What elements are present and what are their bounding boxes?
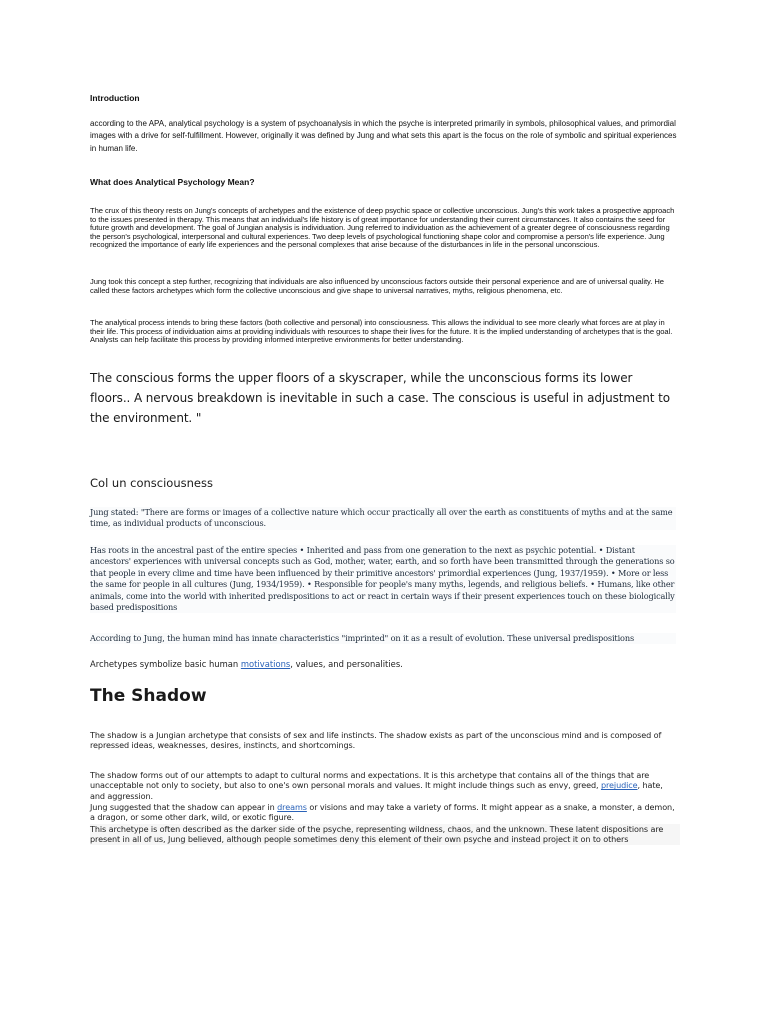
shadow-paragraph-3 [90,802,680,823]
shadow-paragraph-1: The shadow is a Jungian archetype that consists of sex and life instincts. The shadow exists as part of the unconscious mind and is composed of repressed ideas, weaknesses, desires, instincts, and shortcomings. [90,730,662,751]
shadow-paragraph-2-before: The shadow forms out of our attempts to adapt to cultural norms and expectations. It is this archetype that contains all of the things that are unacceptable not only to society, but also to one's own personal morals and values. It might include things such as envy, greed, [90,770,650,791]
archetypes-text-before: Archetypes symbolize basic human [90,659,241,669]
meaning-paragraph-3: The analytical process intends to bring these factors (both collective and personal) into consciousness. This allows the individual to see more clearly what forces are at play in their life. This process of individuation aims at providing individuals with resources to shape their lives for the future. It is the implied understanding of archetypes that is the goal. Analysts can help facilitate this process by providing informed interpretive environments for better understanding. [90,318,673,345]
archetypes-sentence [90,659,680,670]
intro-paragraph: according to the APA, analytical psychology is a system of psychoanalysis in which the psyche is interpreted primarily in symbols, philosophical values, and primordial images with a drive for self-fulfillment. However, originally it was defined by Jung and what sets this apart is the focus on the role of symbolic and spiritual experiences in human life. [90,119,677,153]
skyscraper-quote: The conscious forms the upper floors of a skyscraper, while the unconscious forms its lower floors.. A nervous breakdown is inevitable in such a case. The conscious is useful in adjustment to the environment. " [90,371,670,425]
shadow-heading: The Shadow [90,686,207,706]
shadow-paragraph-3-after: or visions and may take a variety of forms. It might appear as a snake, a monster, a demon, a dragon, or some other dark, wild, or exotic figure. [90,802,675,823]
meaning-paragraph-2: Jung took this concept a step further, recognizing that individuals are also influenced by unconscious factors outside their personal experience and are of universal quality. He called these factors archetypes which form the collective unconscious and give shape to universal narratives, myths, religious phenomena, etc. [90,277,664,295]
motivations-link[interactable]: motivations [240,659,291,669]
collective-paragraph-1: Jung stated: "There are forms or images of a collective nature which occur practically all over the earth as constituents of myths and at the same time, as individual products of unconscious. [90,507,676,530]
meaning-paragraph-1: The crux of this theory rests on Jung's concepts of archetypes and the existence of deep psychic space or collective unconscious. Jung's this work takes a prospective approach to the issues presented in therapy. This means that an individual's life history is of great importance for understanding their current circumstances. It also contains the seed for future growth and development. The goal of Jungian analysis is individuation. Jung referred to individuation as the achievement of a greater degree of consciousness regarding the person's psychological, interpersonal and cultural experiences. Two deep levels of psychological functioning shape color and compromise a person's life experience. Jung recognized the importance of early life experiences and the personal complexes that arise because of the disturbances in life in the personal unconscious. [90,206,675,250]
collective-paragraph-3: According to Jung, the human mind has innate characteristics "imprinted" on it as a result of evolution. These universal predispositions [90,633,676,644]
shadow-paragraph-2-after: , hate, and aggression. [90,780,663,801]
shadow-paragraph-2 [90,770,680,801]
dreams-link[interactable]: dreams [277,802,307,812]
shadow-paragraph-3-before: Jung suggested that the shadow can appear in [90,802,278,812]
meaning-heading: What does Analytical Psychology Mean? [90,177,255,187]
collective-paragraph-2: Has roots in the ancestral past of the entire species • Inherited and pass from one generation to the next as psychic potential. • Distant ancestors' experiences with universal concepts such as God, mother, water, earth, and so forth have been transmitted through the generations so that people in every clime and time have been influenced by their primitive ancestors' primordial experiences (Jung, 1937/1959). • More or less the same for people in all cultures (Jung, 1934/1959). • Responsible for people's many myths, legends, and religious beliefs. • Humans, like other animals, come into the world with inherited predispositions to act or react in certain ways if their present experiences touch on these biologically based predispositions [90,545,675,613]
prejudice-link[interactable]: prejudice [600,780,638,791]
intro-heading: Introduction [90,93,140,103]
archetypes-text-after: , values, and personalities. [290,659,403,669]
shadow-paragraph-4: This archetype is often described as the darker side of the psyche, representing wildness, chaos, and the unknown. These latent dispositions are present in all of us, Jung believed, although people sometimes deny this element of their own psyche and instead project it on to others [90,824,680,845]
collective-heading: Col un consciousness [90,476,213,490]
